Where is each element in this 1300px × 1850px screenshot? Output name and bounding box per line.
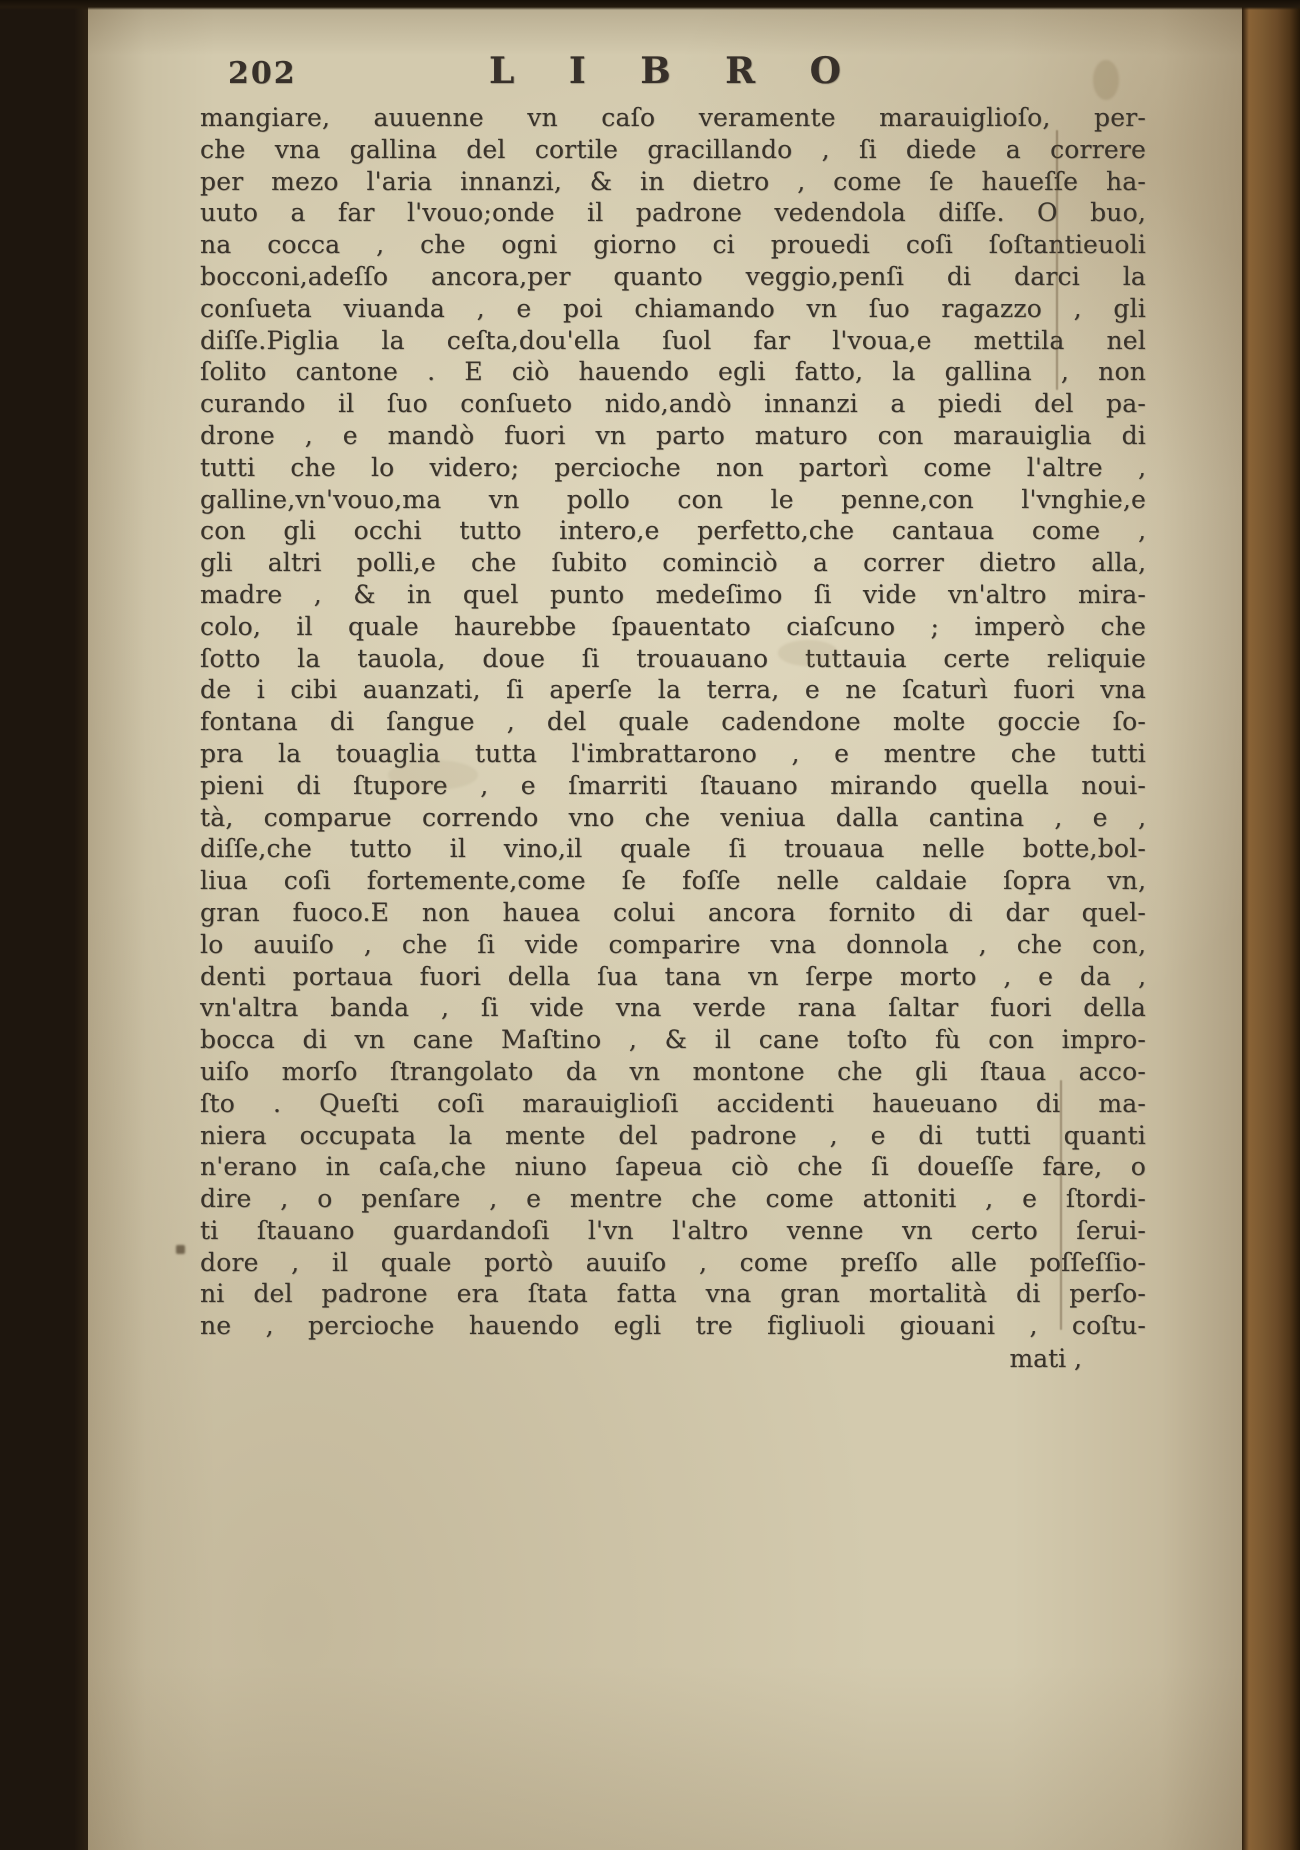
text-line: mangiare, auuenne vn caſo veramente marauiglioſo, per- [200, 103, 1146, 132]
page-number: 202 [228, 56, 297, 91]
text-line: lo auuiſo , che ſi vide comparire vna donnola , che con‚ [200, 929, 1146, 959]
text-line: uiſo morſo ſtrangolato da vn montone che gli ſtaua acco- [200, 1056, 1146, 1086]
text-line: tutti che lo videro; percioche non partorì come l'altre ‚ [200, 452, 1146, 482]
text-line: pieni di ſtupore , e ſmarriti ſtauano mirando quella noui- [200, 770, 1146, 800]
text-line: curando il ſuo conſueto nido,andò innanzi a piedi del pa- [200, 389, 1146, 419]
text-line: che vna gallina del cortile gracillando , ſi diede a correre [200, 134, 1146, 164]
catchword: mati , [1009, 1344, 1082, 1374]
text-line: ſotto la tauola, doue ſi trouauano tuttauia certe reliquie [200, 643, 1146, 673]
page-header [200, 50, 1146, 96]
scan-top-edge [0, 0, 1300, 10]
text-line: niera occupata la mente del padrone , e di tutti quanti [200, 1120, 1146, 1150]
text-line: gli altri polli,e che ſubito cominciò a correr dietro alla‚ [200, 548, 1146, 578]
text-line: uuto a far l'vouo;onde il padrone vedendola diſſe. O buo, [200, 198, 1146, 228]
text-line: tà, comparue correndo vno che veniua dalla cantina , e ‚ [200, 802, 1146, 832]
text-line: colo, il quale haurebbe ſpauentato ciaſcuno ; imperò che [200, 611, 1146, 641]
text-line: bocconi,adeſſo ancora,per quanto veggio,penſi di darci la [200, 261, 1146, 291]
text-line: n'erano in caſa,che niuno ſapeua ciò che ſi doueſſe fare, o [200, 1152, 1146, 1182]
text-line: ni del padrone era ſtata fatta vna gran mortalità di perſo- [200, 1279, 1146, 1309]
right-cover-edge [1242, 0, 1300, 1850]
text-line: conſueta viuanda , e poi chiamando vn ſuo ragazzo , gli [200, 293, 1146, 323]
paper-stain [778, 640, 838, 666]
text-line: galline,vn'vouo,ma vn pollo con le penne,con l'vnghie,e [200, 484, 1146, 514]
text-line: drone , e mandò fuori vn parto maturo con marauiglia di [200, 420, 1146, 450]
text-line: diſſe,che tutto il vino,il quale ſi trouaua nelle botte,bol- [200, 834, 1146, 864]
text-line: ti ſtauano guardandoſi l'vn l'altro venne vn certo ſerui- [200, 1215, 1146, 1245]
ink-speck [176, 1245, 185, 1254]
text-line: madre , & in quel punto medeſimo ſi vide vn'altro mira- [200, 579, 1146, 609]
text-line: liua coſi fortemente,come ſe foſſe nelle caldaie ſopra vn‚ [200, 866, 1146, 896]
paper-stain [388, 760, 478, 790]
body-text-block [200, 102, 1146, 1376]
text-line: ne , percioche hauendo egli tre figliuoli giouani , coſtu- [200, 1311, 1146, 1341]
text-line: per mezo l'aria innanzi, & in dietro , come ſe haueſſe ha- [200, 166, 1146, 196]
left-page-edges [0, 0, 88, 1850]
text-line: na cocca , che ogni giorno ci prouedi coſi ſoſtantieuoli [200, 230, 1146, 260]
text-line: bocca di vn cane Maſtino , & il cane toſto fù con impro- [200, 1025, 1146, 1055]
text-line: ſolito cantone . E ciò hauendo egli fatto, la gallina , non [200, 357, 1146, 387]
running-title: L I B R O [489, 50, 857, 92]
paper-crease [1056, 130, 1058, 390]
text-line: de i cibi auanzati, ſi aperſe la terra, e ne ſcaturì fuori vna [200, 675, 1146, 705]
paper-stain [1093, 60, 1119, 100]
text-line: con gli occhi tutto intero,e perfetto,che cantaua come ‚ [200, 516, 1146, 546]
paper-sheet [88, 0, 1242, 1850]
text-line: ſto . Queſti coſi marauiglioſi accidenti haueuano di ma- [200, 1088, 1146, 1118]
text-line: vn'altra banda , ſi vide vna verde rana ſaltar fuori della [200, 993, 1146, 1023]
text-line: denti portaua fuori della ſua tana vn ſerpe morto , e da ‚ [200, 961, 1146, 991]
text-line: gran fuoco.E non hauea colui ancora fornito di dar quel- [200, 897, 1146, 927]
text-line: pra la touaglia tutta l'imbrattarono , e mentre che tutti [200, 738, 1146, 768]
paper-crease [1060, 1080, 1062, 1330]
text-line: dore , il quale portò auuiſo , come preſſo alle poſſeſſio- [200, 1247, 1146, 1277]
text-line: diſſe.Piglia la ceſta,dou'ella ſuol far l'voua,e mettila nel [200, 325, 1146, 355]
line-container [200, 102, 1146, 1342]
text-line: fontana di ſangue , del quale cadendone molte goccie ſo- [200, 707, 1146, 737]
text-line: dire , o penſare , e mentre che come attoniti , e ſtordi- [200, 1184, 1146, 1214]
